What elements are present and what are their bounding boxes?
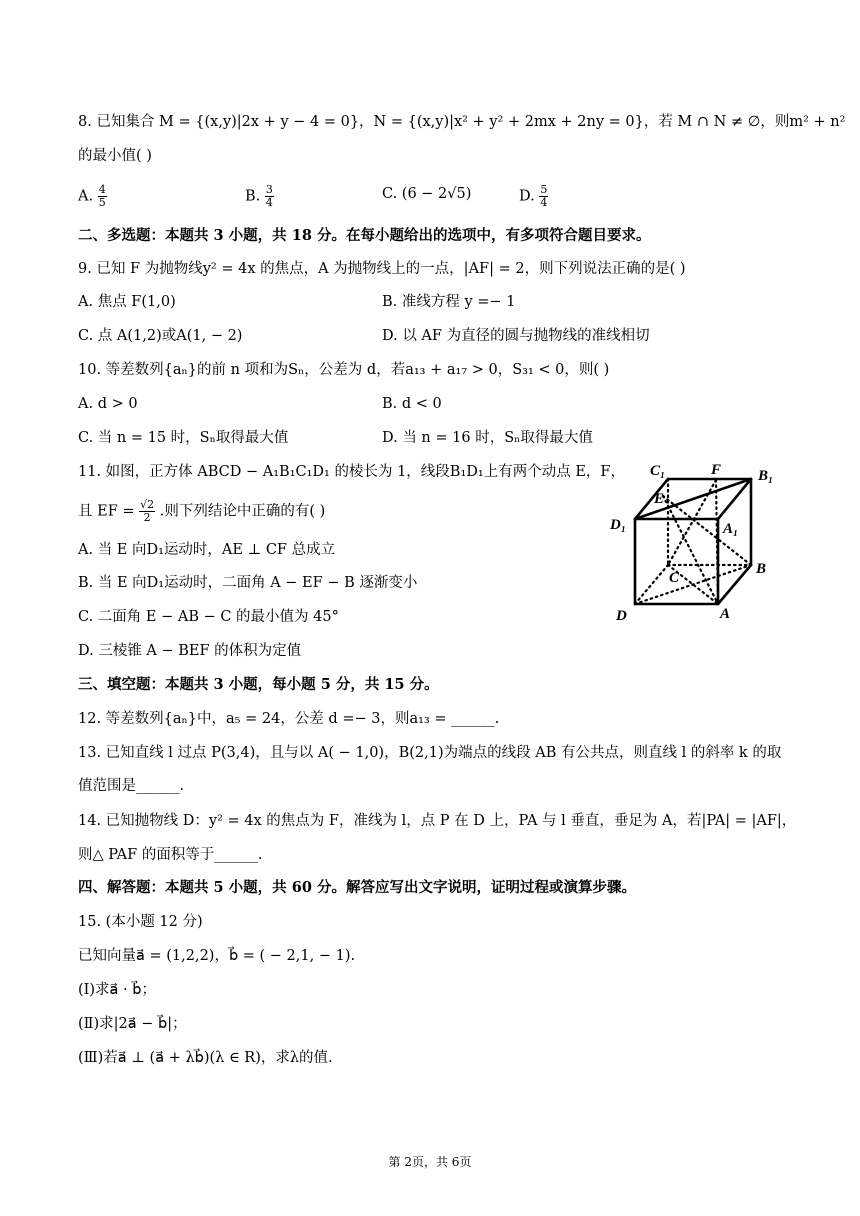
q13-stem-line1: 13. 已知直线 l 过点 P(3,4)，且与以 A( − 1,0)，B(2,1)为端点的线段 AB 有公共点，则直线 l 的斜率 k 的取 (78, 745, 782, 761)
q8-b-numerator: 3 (265, 183, 273, 196)
label-e: E (654, 491, 665, 507)
q13-stem-line2: 值范围是______. (78, 778, 185, 794)
q11-stem-suffix: .则下列结论中正确的有( ) (159, 503, 326, 520)
q11-stem-line2 (78, 499, 325, 524)
q11-stem-fraction (139, 499, 155, 524)
label-d1: D₁ (610, 517, 627, 533)
label-f: F (711, 462, 722, 478)
q8-a-denominator: 5 (98, 196, 106, 209)
q9-option-c: C. 点 A(1,2)或A(1, − 2) (78, 328, 243, 344)
label-a1: A₁ (723, 521, 739, 537)
q15-title: 15. (本小题 12 分) (78, 914, 203, 930)
q8-option-d-label: D. (519, 188, 535, 205)
q15-part-2: (Ⅱ)求|2a⃗ − b⃗|； (78, 1016, 187, 1032)
q11-stem-prefix: 且 EF = (78, 503, 135, 520)
q8-stem-line1: 8. 已知集合 M = {(x,y)|2x + y − 4 = 0}，N = {(x,y)|x² + y² + 2mx + 2ny = 0}，若 M ∩ N ≠ ∅，则m² + n² (78, 114, 846, 130)
label-d: D (616, 608, 627, 623)
q8-option-b-label: B. (245, 188, 261, 205)
q8-option-c: C. (6 − 2√5) (382, 186, 472, 202)
label-c1: C₁ (650, 463, 666, 479)
q8-d-numerator: 5 (540, 183, 548, 196)
q15-part-1: (Ⅰ)求a⃗ · b⃗； (78, 982, 156, 998)
section-3-heading: 三、填空题：本题共 3 小题，每小题 5 分，共 15 分。 (78, 676, 439, 693)
q10-option-c: C. 当 n = 15 时，Sₙ取得最大值 (78, 430, 289, 446)
label-b1: B₁ (758, 468, 774, 484)
label-a: A (720, 606, 731, 622)
cube-figure (608, 458, 783, 623)
q12-stem: 12. 等差数列{aₙ}中，a₅ = 24，公差 d =− 3，则a₁₃ = ______. (78, 711, 500, 727)
q8-option-b-fraction (265, 184, 274, 209)
q11-option-b: B. 当 E 向D₁运动时，二面角 A − EF − B 逐渐变小 (78, 575, 418, 591)
q8-option-a (78, 184, 107, 209)
segment-f-a (716, 480, 718, 604)
q10-stem: 10. 等差数列{aₙ}的前 n 项和为Sₙ，公差为 d，若a₁₃ + a₁₇ > 0，S₃₁ < 0，则( ) (78, 362, 610, 378)
q9-option-a: A. 焦点 F(1,0) (78, 294, 176, 310)
label-c: C (669, 570, 680, 586)
q11-option-d: D. 三棱锥 A − BEF 的体积为定值 (78, 643, 302, 659)
q15-part-3: (Ⅲ)若a⃗ ⊥ (a⃗ + λb⃗)(λ ∈ R)，求λ的值. (78, 1050, 333, 1066)
q8-option-b (245, 184, 274, 209)
q8-option-d (519, 184, 548, 209)
q10-option-d: D. 当 n = 16 时，Sₙ取得最大值 (382, 430, 593, 446)
section-2-heading: 二、多选题：本题共 3 小题，共 18 分。在每小题给出的选项中，有多项符合题目要求。 (78, 227, 651, 244)
q9-option-b: B. 准线方程 y =− 1 (382, 294, 516, 310)
section-4-heading: 四、解答题：本题共 5 小题，共 60 分。解答应写出文字说明，证明过程或演算步骤。 (78, 879, 636, 896)
q8-option-d-fraction (539, 184, 548, 209)
q8-b-denominator: 4 (265, 196, 273, 209)
segment-e-a (663, 496, 718, 604)
q8-option-a-fraction (98, 184, 107, 209)
q11-stem-line1: 11. 如图，正方体 ABCD − A₁B₁C₁D₁ 的棱长为 1，线段B₁D₁上有两个动点 E，F， (78, 464, 625, 480)
q9-stem: 9. 已知 F 为抛物线y² = 4x 的焦点，A 为抛物线上的一点，|AF| = 2，则下列说法正确的是( ) (78, 261, 686, 277)
page-footer: 第 2页，共 6页 (388, 1155, 472, 1169)
q8-stem-line2: 的最小值( ) (78, 148, 152, 164)
q8-d-denominator: 4 (540, 196, 548, 209)
q11-fraction-numerator: √2 (140, 498, 155, 511)
label-b: B (756, 561, 767, 577)
q11-option-a: A. 当 E 向D₁运动时，AE ⊥ CF 总成立 (78, 542, 336, 558)
q8-option-a-label: A. (78, 188, 94, 205)
q11-option-c: C. 二面角 E − AB − C 的最小值为 45° (78, 609, 339, 625)
q8-a-numerator: 4 (98, 183, 106, 196)
q11-fraction-denominator: 2 (143, 511, 151, 524)
q14-stem-line2: 则△ PAF 的面积等于______. (78, 847, 263, 863)
q10-option-a: A. d > 0 (78, 396, 138, 412)
q15-given: 已知向量a⃗ = (1,2,2)，b⃗ = ( − 2,1, − 1). (78, 948, 356, 964)
q9-option-d: D. 以 AF 为直径的圆与抛物线的准线相切 (382, 328, 650, 344)
q10-option-b: B. d < 0 (382, 396, 442, 412)
q14-stem-line1: 14. 已知抛物线 D：y² = 4x 的焦点为 F，准线为 l，点 P 在 D 上，PA 与 l 垂直，垂足为 A，若|PA| = |AF|， (78, 813, 797, 829)
